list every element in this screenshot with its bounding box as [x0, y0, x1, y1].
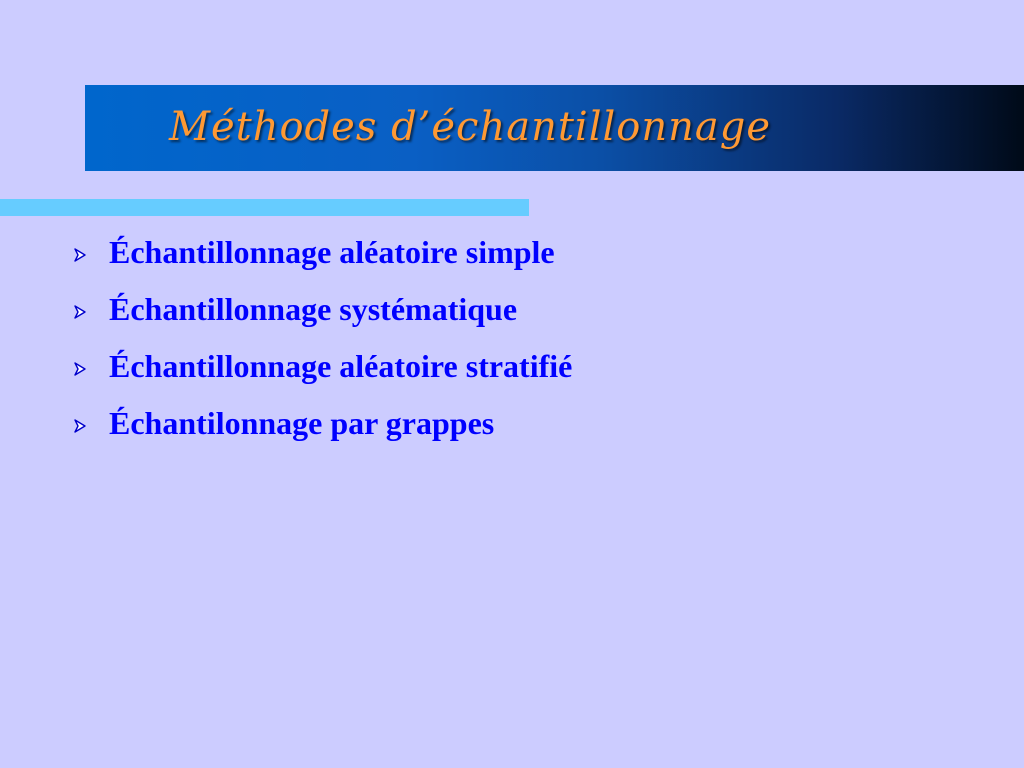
arrow-bullet-icon [72, 304, 88, 320]
arrow-bullet-icon [72, 247, 88, 263]
bullet-list [0, 228, 1024, 456]
list-item [0, 228, 1024, 285]
list-item [0, 285, 1024, 342]
title-bar [85, 85, 1024, 171]
slide-title: Méthodes d’échantillonnage [169, 104, 772, 150]
arrow-bullet-icon [72, 418, 88, 434]
accent-divider [0, 199, 529, 216]
bullet-text: Échantilonnage par grappes [109, 405, 495, 441]
list-item [0, 399, 1024, 456]
bullet-text: Échantillonnage systématique [109, 291, 518, 327]
list-item [0, 342, 1024, 399]
bullet-text: Échantillonnage aléatoire simple [109, 234, 555, 270]
arrow-bullet-icon [72, 361, 88, 377]
bullet-text: Échantillonnage aléatoire stratifié [109, 348, 573, 384]
